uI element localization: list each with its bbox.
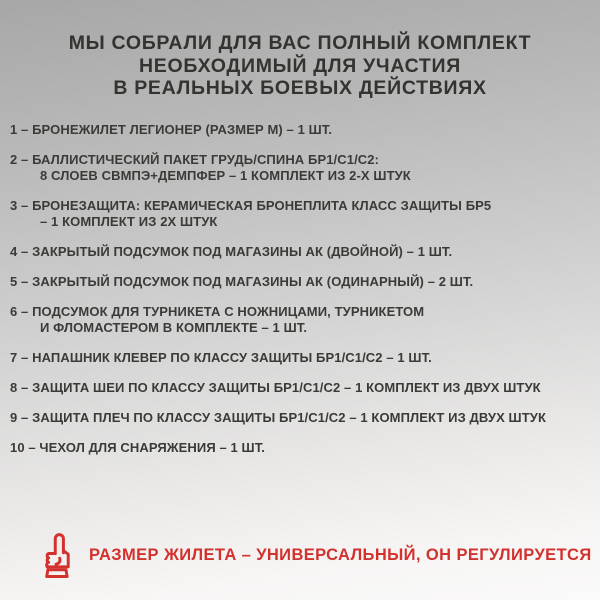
list-item [10, 304, 600, 336]
list-item-text: 5 – ЗАКРЫТЫЙ ПОДСУМОК ПОД МАГАЗИНЫ АК (ОДИНАРНЫЙ) – 2 ШТ. [10, 274, 474, 289]
list-item-text: 2 – БАЛЛИСТИЧЕСКИЙ ПАКЕТ ГРУДЬ/СПИНА БР1/С1/С2: [10, 152, 380, 167]
list-item-text: 9 – ЗАЩИТА ПЛЕЧ ПО КЛАССУ ЗАЩИТЫ БР1/С1/С2 – 1 КОМПЛЕКТ ИЗ ДВУХ ШТУК [10, 410, 546, 425]
list-item-text: – 1 КОМПЛЕКТ ИЗ 2Х ШТУК [40, 214, 218, 229]
page-title [0, 32, 600, 100]
list-item-text: И ФЛОМАСТЕРОМ В КОМПЛЕКТЕ – 1 ШТ. [40, 320, 308, 335]
list-item [10, 198, 600, 230]
list-item-text: 4 – ЗАКРЫТЫЙ ПОДСУМОК ПОД МАГАЗИНЫ АК (ДВОЙНОЙ) – 1 ШТ. [10, 244, 453, 259]
list-item [10, 380, 600, 396]
kit-list [10, 122, 600, 470]
list-item [10, 244, 600, 260]
size-note-text: РАЗМЕР ЖИЛЕТА – УНИВЕРСАЛЬНЫЙ, ОН РЕГУЛИРУЕТСЯ [89, 545, 592, 564]
list-item [10, 440, 600, 456]
list-item-text: 3 – БРОНЕЗАЩИТА: КЕРАМИЧЕСКАЯ БРОНЕПЛИТА КЛАСС ЗАЩИТЫ БР5 [10, 198, 492, 213]
list-item [10, 152, 600, 184]
list-item-text: 1 – БРОНЕЖИЛЕТ ЛЕГИОНЕР (РАЗМЕР М) – 1 ШТ. [10, 122, 333, 137]
size-note [36, 527, 592, 583]
title-line-3: В РЕАЛЬНЫХ БОЕВЫХ ДЕЙСТВИЯХ [113, 77, 487, 99]
list-item-text: 6 – ПОДСУМОК ДЛЯ ТУРНИКЕТА С НОЖНИЦАМИ, ТУРНИКЕТОМ [10, 304, 425, 319]
list-item [10, 410, 600, 426]
list-item-text: 8 СЛОЕВ СВМПЭ+ДЕМПФЕР – 1 КОМПЛЕКТ ИЗ 2-Х ШТУК [40, 168, 411, 183]
title-line-2: НЕОБХОДИМЫЙ ДЛЯ УЧАСТИЯ [139, 54, 461, 77]
list-item [10, 274, 600, 290]
list-item-text: 8 – ЗАЩИТА ШЕИ ПО КЛАССУ ЗАЩИТЫ БР1/С1/С2 – 1 КОМПЛЕКТ ИЗ ДВУХ ШТУК [10, 380, 541, 395]
list-item [10, 122, 600, 138]
pointing-hand-icon [36, 527, 76, 583]
list-item-text: 10 – ЧЕХОЛ ДЛЯ СНАРЯЖЕНИЯ – 1 ШТ. [10, 440, 266, 455]
title-line-1: МЫ СОБРАЛИ ДЛЯ ВАС ПОЛНЫЙ КОМПЛЕКТ [68, 32, 532, 54]
list-item-text: 7 – НАПАШНИК КЛЕВЕР ПО КЛАССУ ЗАЩИТЫ БР1/С1/С2 – 1 ШТ. [10, 350, 432, 365]
list-item [10, 350, 600, 366]
